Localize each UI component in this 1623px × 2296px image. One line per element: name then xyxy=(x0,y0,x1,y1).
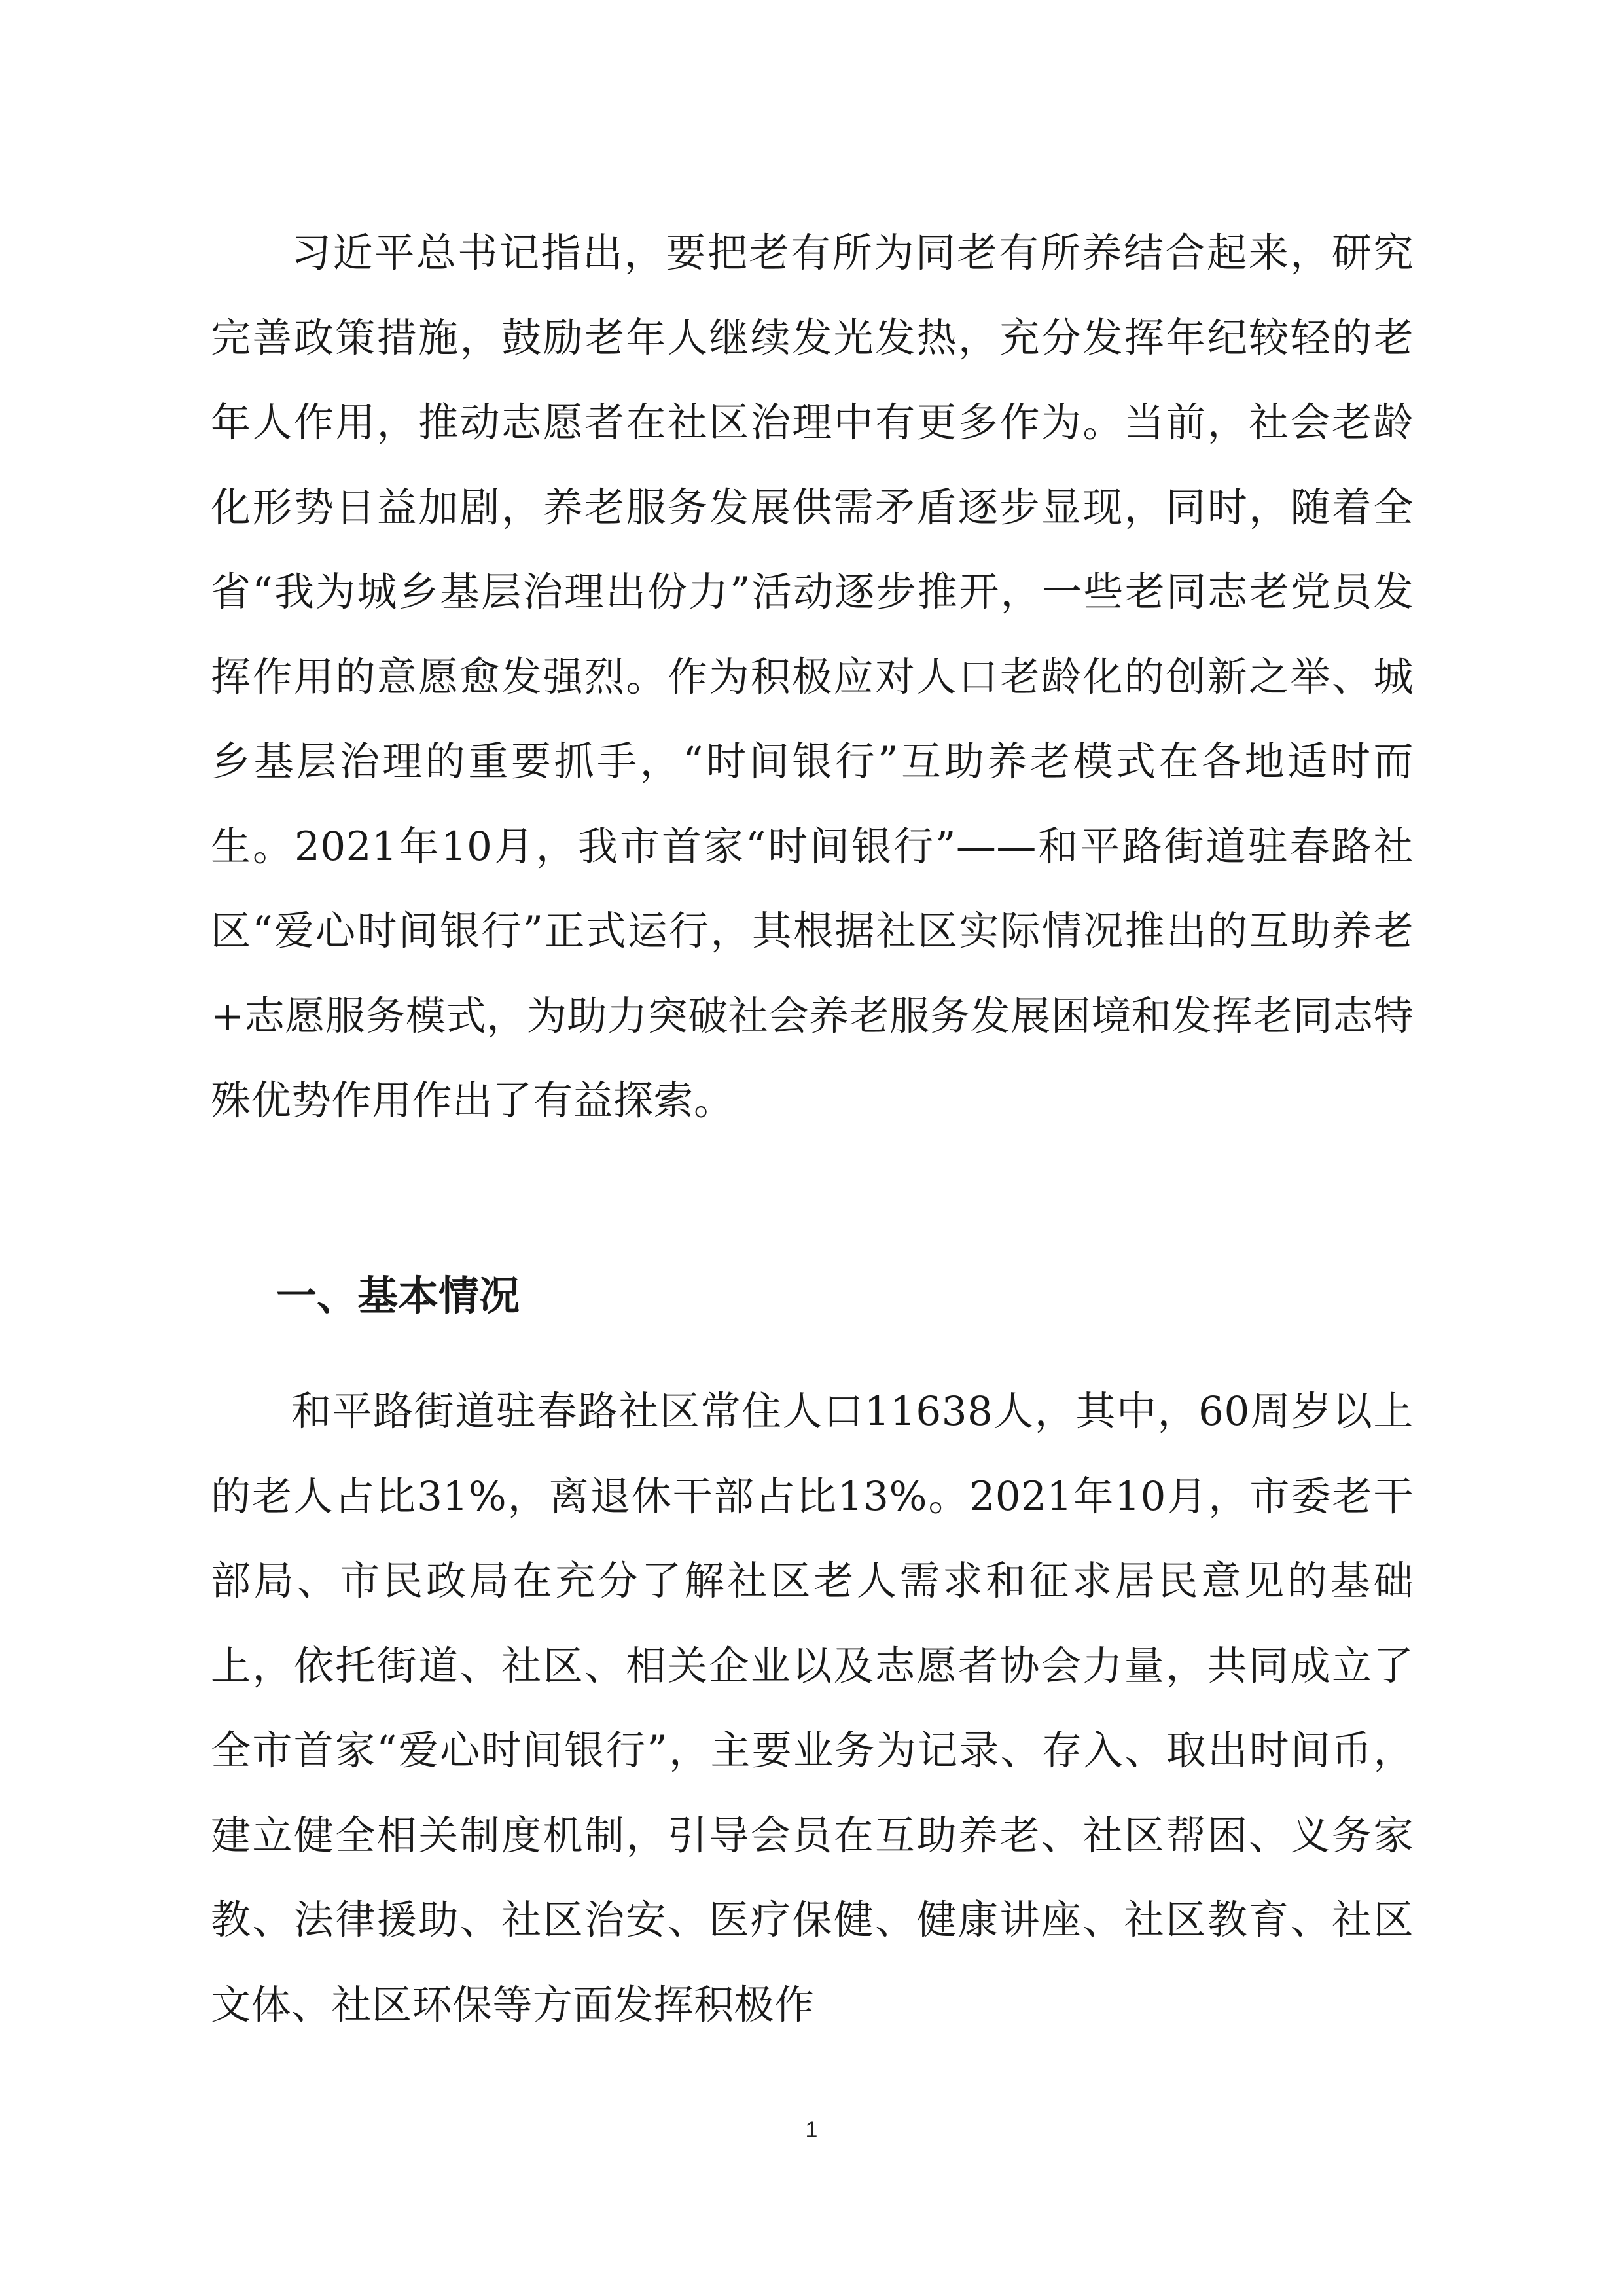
body-paragraph: 和平路街道驻春路社区常住人口11638人，其中，60周岁以上的老人占比31%，离退休干部占比13%。2021年10月，市委老干部局、市民政局在充分了解社区老人需求和征求居民意见的基础上，依托街道、社区、相关企业以及志愿者协会力量，共同成立了全市首家“爱心时间银行”，主要业务为记录、存入、取出时间币，建立健全相关制度机制，引导会员在互助养老、社区帮困、义务家教、法律援助、社区治安、医疗保健、健康讲座、社区教育、社区文体、社区环保等方面发挥积极作 xyxy=(211,1388,1414,2028)
body-paragraph: 习近平总书记指出，要把老有所为同老有所养结合起来，研究完善政策措施，鼓励老年人继续发光发热，充分发挥年纪较轻的老年人作用，推动志愿者在社区治理中有更多作为。当前，社会老龄化形势日益加剧，养老服务发展供需矛盾逐步显现，同时，随着全省“我为城乡基层治理出份力”活动逐步推开，一些老同志老党员发挥作用的意愿愈发强烈。作为积极应对人口老龄化的创新之举、城乡基层治理的重要抓手，“时间银行”互助养老模式在各地适时而生。2021年10月，我市首家“时间银行”——和平路街道驻春路社区“爱心时间银行”正式运行，其根据社区实际情况推出的互助养老+志愿服务模式，为助力突破社会养老服务发展困境和发挥老同志特殊优势作用作出了有益探索。 xyxy=(211,230,1414,1124)
page-number: 1 xyxy=(805,2117,818,2142)
section-heading: 一、基本情况 xyxy=(276,1272,520,1319)
